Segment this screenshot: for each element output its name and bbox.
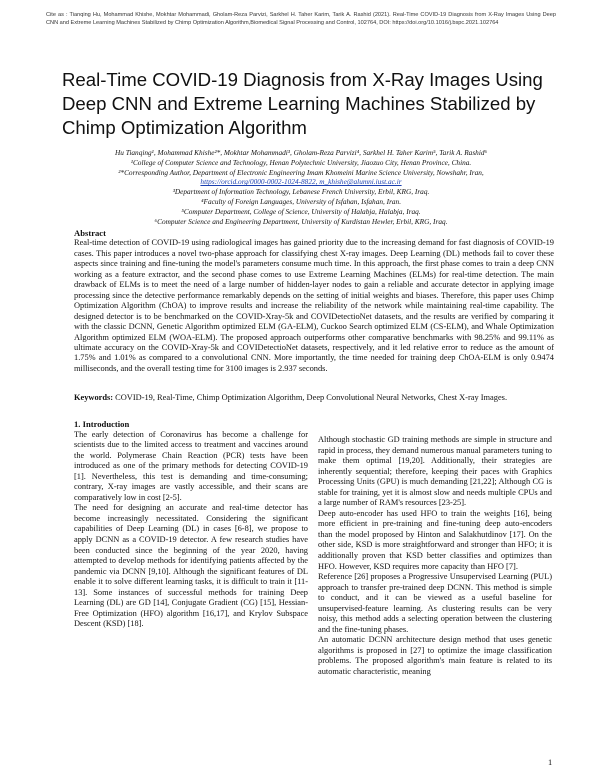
keywords-line (74, 393, 554, 404)
left-column (74, 419, 308, 630)
abstract-heading: Abstract (74, 228, 106, 238)
paper-title: Real-Time COVID-19 Diagnosis from X-Ray Images Using Deep CNN and Extreme Learning Machines Stabilized by Chimp Optimization Algorithm (62, 69, 543, 138)
intro-paragraph-1: The early detection of Coronavirus has become a challenge for scientists due to the limited access to treatment and vaccines around the world. Polymerase Chain Reaction (PCR) tests have been introduced as one of the primary methods for detecting COVID-19 [1]. Nevertheless, this test is demanding and time-consuming; contrary, X-ray images are vastly accessible, and their scans are comparatively low in cost [2-5]. (74, 429, 308, 502)
abstract-section (74, 228, 554, 374)
page-number: 1 (548, 758, 553, 767)
author-block (56, 148, 546, 226)
section-heading-introduction: 1. Introduction (74, 419, 130, 429)
citation-header: Cite as : Tianqing Hu, Mohammad Khishe, Mokhtar Mohammadi, Gholam-Reza Parvizi, Sarkhel H. Taher Karim, Tarik A. Rashid (2021). Real-Time COVID-19 Diagnosis from X-Ray Images Using Deep CNN and Extreme Learning Machines Stabilized by Chimp Optimization Algorithm,Biomedical Signal Processing and Control, 102764, DOI: https://doi.org/10.1016/j.bspc.2021.102764 (46, 12, 556, 27)
author-names: Hu Tianqing¹, Mohammad Khishe²*, Mokhtar Mohammadi³, Gholam-Reza Parvizi⁴, Sarkhel H. Taher Karim⁵, Tarik A. Rashid⁶ (114, 148, 488, 157)
intro-paragraph-6: An automatic DCNN architecture design method that uses genetic algorithms is proposed in [27] to optimize the image classification problems. The proposed algorithm's main feature is related to its automatic characteristic, meaning (318, 635, 552, 677)
intro-paragraph-5: Reference [26] proposes a Progressive Unsupervised Learning (PUL) approach to transfer pre-trained deep DCNN. This method is simple to conduct, and it can be viewed as a useful baseline for unsupervised-feature learning. As clustering results can be very noisy, this method adds a selecting operation between the clustering and the fine-tuning phases. (318, 572, 552, 634)
keywords-text: COVID-19, Real-Time, Chimp Optimization Algorithm, Deep Convolutional Neural Networks, Chest X-ray Images. (113, 393, 508, 402)
affiliation-6: ⁶Computer Science and Engineering Department, University of Kurdistan Hewler, Erbil, KRG, Iraq. (154, 216, 448, 226)
keywords-label: Keywords: (74, 393, 114, 402)
affiliation-3: ³Department of Information Technology, Lebanese French University, Erbil, KRG, Iraq. (172, 187, 430, 197)
affiliation-5: ⁵Computer Department, College of Science, University of Halabja, Halabja, Iraq. (181, 206, 421, 216)
intro-paragraph-4: Deep auto-encoder has used HFO to train the weights [16], being more efficient in pre-training and fine-tuning deep auto-encoders than the model proposed by Hinton and Salakhutdinov [17]. On the other side, KSD is more straightforward and stronger than HFO; it is additionally proven that KSD better classifies and optimizes than HFO. However, KSD requires more capacity than HFO [7]. (318, 508, 552, 571)
orcid-email-link[interactable]: https://orcid.org/0000-0002-1024-8822, m_khishe@alumni.iust.ac.ir (200, 177, 402, 187)
affiliation-2: ²*Corresponding Author, Department of Electronic Engineering Imam Khomeini Marine Science University, Nowshahr, Iran, (118, 167, 484, 177)
affiliation-4: ⁴Faculty of Foreign Languages, University of Isfahan, Isfahan, Iran. (200, 196, 402, 206)
right-column (318, 435, 552, 678)
affiliation-1: ¹College of Computer Science and Technology, Henan Polytechnic University, Jiaozuo City, Henan Province, China. (130, 157, 472, 167)
abstract-body: Real-time detection of COVID-19 using radiological images has gained priority due to the increasing demand for fast diagnosis of COVID-19 cases. This paper introduces a novel two-phase approach for classifying chest X-ray images. Deep Learning (DL) methods fail to cover these aspects since training and fine-tuning the model's parameters consume much time. In this approach, the first phase comes to train a deep CNN working as a feature extractor, and the second phase comes to use Extreme Learning Machines (ELMs) for real-time detection. The main drawback of ELMs is to meet the need of a large number of hidden-layer nodes to gain a reliable and accurate detector in applying image processing since the detective performance remarkably depends on the setting of initial weights and biases. Therefore, this paper uses Chimp Optimization Algorithm (ChOA) to improve results and increase the reliability of the network while maintaining real-time capability. The designed detector is to be benchmarked on the COVID-Xray-5k and COVIDetectioNet datasets, and the results are verified by comparing it with the classic DCNN, Genetic Algorithm optimized ELM (GA-ELM), Cuckoo Search optimized ELM (CS-ELM), and Whale Optimization Algorithm optimized ELM (WOA-ELM). The proposed approach outperforms other comparative benchmarks with 98.25% and 99.11% as ultimate accuracy on the COVID-Xray-5k and COVIDetectioNet datasets, respectively, and it led relative error to reduce as the amount of 1.75% and 1.01% as compared to a convolutional CNN. More importantly, the time needed for training deep ChOA-ELM is only 0.9474 milliseconds, and the overall testing time for 3100 images is 2.937 seconds. (74, 238, 554, 373)
intro-paragraph-2: The need for designing an accurate and real-time detector has become increasingly necessitated. Considering the significant capabilities of Deep Learning (DL) in cases [6-8], we propose to apply DCNN as a COVID-19 detector. A few research studies have been conducted since the beginning of the year 2020, having attempted to develop methods for identifying patients affected by the pandemic via DCNN [9,10]. Although the significant features of DL enable it to solve different learning tasks, it is difficult to train it [11-13]. Some instances of successful methods for training Deep Learning (DL) are GD [14], Conjugate Gradient (CG) [15], Hessian-Free Optimization (HFO) algorithm [16,17], and Krylov Subspace Descent (KSD) [18]. (74, 503, 308, 629)
intro-paragraph-3: Although stochastic GD training methods are simple in structure and rapid in process, they demand numerous manual parameters tuning to make them optimal [19,20]. Additionally, their strategies are inherently sequential; therefore, keeping their paces with Graphics Processing Units (GPU) is much demanding [21,22]; Although CG is stable for training, yet it is almost slow and needs multiple CPUs and a large number of RAM's resources [23-25]. (318, 435, 552, 508)
